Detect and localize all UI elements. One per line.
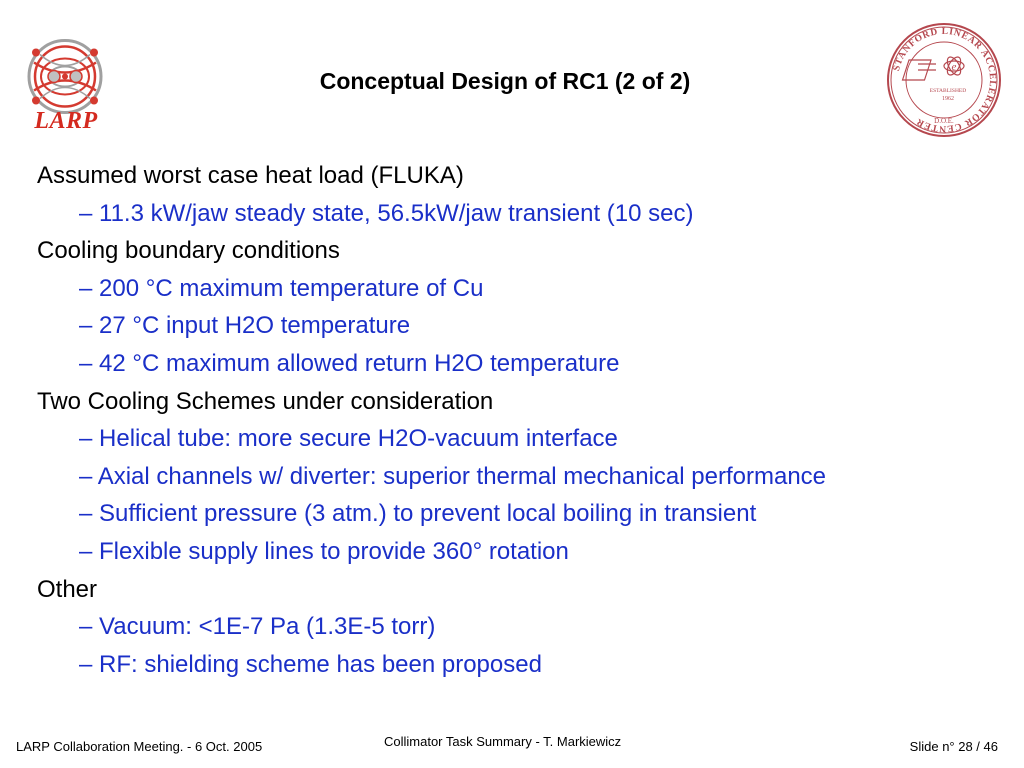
slac-seal — [884, 20, 1004, 140]
sub-bullet-item: – 27 °C input H2O temperature — [79, 312, 411, 340]
sub-bullet-item: – Flexible supply lines to provide 360° rotation — [79, 537, 569, 565]
footer-slide-number: Slide n° 28 / 46 — [909, 739, 998, 754]
svg-text:e: e — [951, 61, 957, 73]
bullet-item: Assumed worst case heat load (FLUKA) — [37, 162, 464, 189]
bullet-list — [37, 157, 997, 683]
bullet-item: Cooling boundary conditions — [37, 237, 340, 265]
bullet-item: Other — [37, 575, 98, 603]
sub-bullet-item: – 42 °C maximum allowed return H2O temperature — [79, 349, 620, 377]
sub-bullet-item: – Vacuum: <1E-7 Pa (1.3E-5 torr) — [79, 613, 436, 641]
footer-meeting: LARP Collaboration Meeting. - 6 Oct. 2005 — [16, 739, 263, 754]
sub-bullet-item: – 200 °C maximum temperature of Cu — [79, 274, 484, 302]
larp-label: LARP — [34, 108, 98, 134]
footer-talk: Collimator Task Summary - T. Markiewicz — [384, 734, 622, 749]
sub-bullet-item: – Sufficient pressure (3 atm.) to prevent local boiling in transient — [79, 500, 757, 528]
sub-bullet-item: – Axial channels w/ diverter: superior thermal mechanical performance — [79, 462, 827, 490]
bullet-item: Two Cooling Schemes under consideration — [37, 387, 494, 415]
slide-title: Conceptual Design of RC1 (2 of 2) — [319, 68, 691, 94]
sub-bullet-item: – Helical tube: more secure H2O-vacuum interface — [79, 425, 618, 453]
seal-top-text: STANFORD LINEAR ACCELERATOR CENTER — [891, 26, 998, 134]
sub-bullet-item: – 11.3 kW/jaw steady state, 56.5kW/jaw transient (10 sec) — [79, 199, 694, 227]
sub-bullet-item: – RF: shielding scheme has been proposed — [79, 650, 542, 678]
seal-established: ESTABLISHED — [929, 88, 967, 94]
seal-doe: D.O.E. — [934, 117, 954, 125]
seal-year: 1962 — [942, 96, 954, 102]
